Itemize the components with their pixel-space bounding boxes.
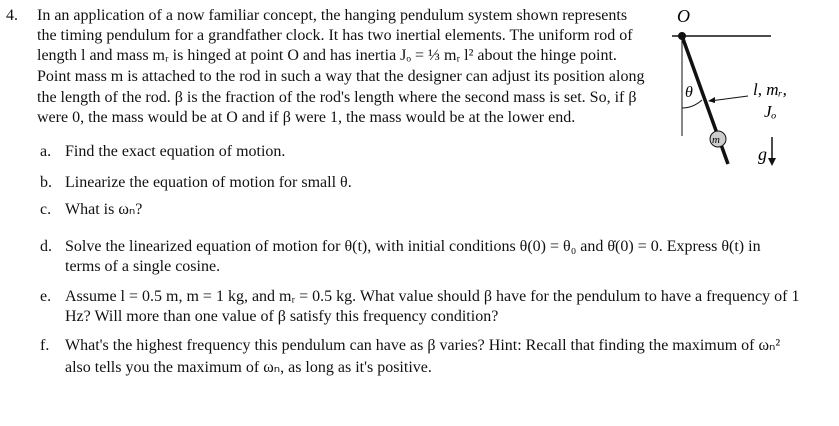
pivot-label: O — [677, 6, 690, 26]
part-c-label: c. — [40, 201, 52, 218]
part-a-label: a. — [40, 143, 52, 160]
part-f-text: What's the highest frequency this pendulum can have as β varies? Hint: Recall that finding the maximum of ωₙ² — [65, 337, 781, 354]
part-e-text: Hz? Will more than one value of β satisfy this frequency condition? — [65, 308, 499, 325]
rod-label: l, mᵣ, — [753, 80, 787, 99]
intro-line: length l and mass mᵣ is hinged at point O and has inertia Jₒ = ⅓ mᵣ l² about the hinge point. — [37, 47, 617, 64]
inertia-label: Jₒ — [764, 102, 777, 121]
part-d-text: Solve the linearized equation of motion for θ(t), with initial conditions θ(0) = θ₀ and θ̇(0) = 0. Express θ(t) in — [65, 238, 761, 255]
part-b-text: Linearize the equation of motion for small θ. — [65, 174, 352, 191]
gravity-arrowhead-icon — [768, 158, 776, 166]
part-a-text: Find the exact equation of motion. — [65, 143, 286, 160]
hinge-point — [678, 32, 686, 40]
intro-line: In an application of a now familiar concept, the hanging pendulum system shown represents — [37, 7, 628, 24]
intro-line: the timing pendulum for a grandfather clock. It has two inertial elements. The uniform rod of — [37, 27, 633, 44]
part-d-label: d. — [40, 238, 52, 255]
part-e-text: Assume l = 0.5 m, m = 1 kg, and mᵣ = 0.5 kg. What value should β have for the pendulum to have a frequency of 1 — [65, 288, 800, 305]
problem-number: 4. — [6, 7, 18, 24]
part-b-label: b. — [40, 174, 52, 191]
part-f-label: f. — [40, 337, 50, 354]
intro-line: Point mass m is attached to the rod in such a way that the designer can adjust its position along — [37, 68, 645, 85]
arrowhead-icon — [708, 97, 715, 103]
intro-line: were 0, the mass would be at O and if β were 1, the mass would be at the lower end. — [37, 109, 576, 126]
part-d-text: terms of a single cosine. — [65, 258, 221, 275]
intro-line: the length of the rod. β is the fraction of the rod's length where the second mass is set. So, if β — [37, 89, 637, 106]
pendulum-diagram — [660, 0, 839, 190]
gravity-label: g — [758, 144, 767, 164]
mass-label: m — [712, 134, 720, 146]
rod-label-arrow — [710, 96, 748, 101]
part-e-label: e. — [40, 288, 52, 305]
angle-label: θ — [685, 84, 693, 101]
part-c-text: What is ωₙ? — [65, 201, 143, 218]
part-f-text: also tells you the maximum of ωₙ, as long as it's positive. — [65, 359, 432, 376]
angle-arc — [682, 100, 702, 108]
